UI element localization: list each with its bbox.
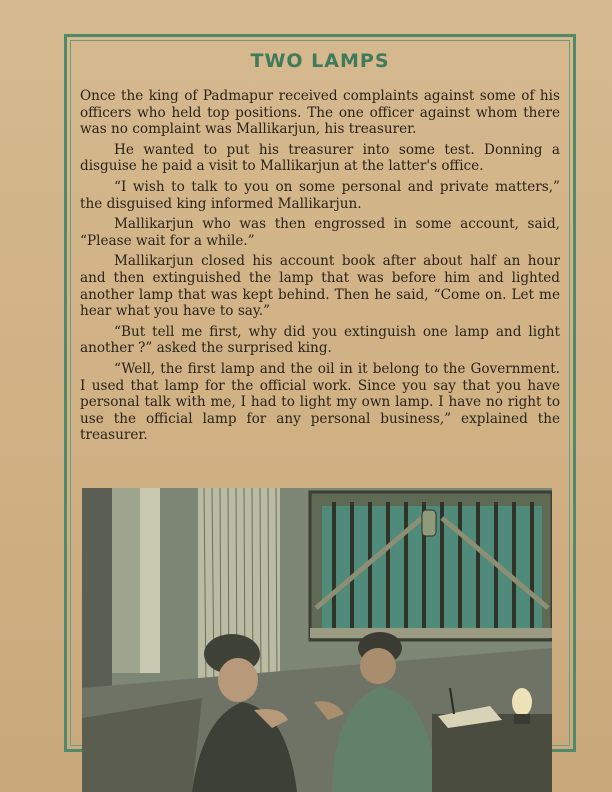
story-illustration xyxy=(82,488,552,792)
story-text xyxy=(80,88,560,448)
story-paragraph-5: Mallikarjun closed his account book after about half an hour and then extinguished the lamp that was before him and lighted another lamp that was kept behind. Then he said, “Come on. Let me hear what you have to say.” xyxy=(80,253,560,320)
story-title: TWO LAMPS xyxy=(250,50,390,72)
story-paragraph-1: Once the king of Padmapur received complaints against some of his officers who held top positions. The one officer against whom there was no complaint was Mallikarjun, his treasurer. xyxy=(80,88,560,138)
illustration-art xyxy=(82,488,552,792)
story-paragraph-6: “But tell me first, why did you extinguish one lamp and light another ?” asked the surprised king. xyxy=(80,323,560,357)
story-paragraph-7: “Well, the first lamp and the oil in it belong to the Government. I used that lamp for the official work. Since you say that you have personal talk with me, I had to light my own lamp. I have no right to use the official lamp for any personal business,” explained the treasurer. xyxy=(80,360,560,444)
story-paragraph-4: Mallikarjun who was then engrossed in some account, said, “Please wait for a while.” xyxy=(80,216,560,249)
story-paragraph-2: He wanted to put his treasurer into some test. Donning a disguise he paid a visit to Mallikarjun at the latter's office. xyxy=(80,141,560,175)
story-paragraph-3: “I wish to talk to you on some personal and private matters,” the disguised king informed Mallikarjun. xyxy=(80,178,560,212)
